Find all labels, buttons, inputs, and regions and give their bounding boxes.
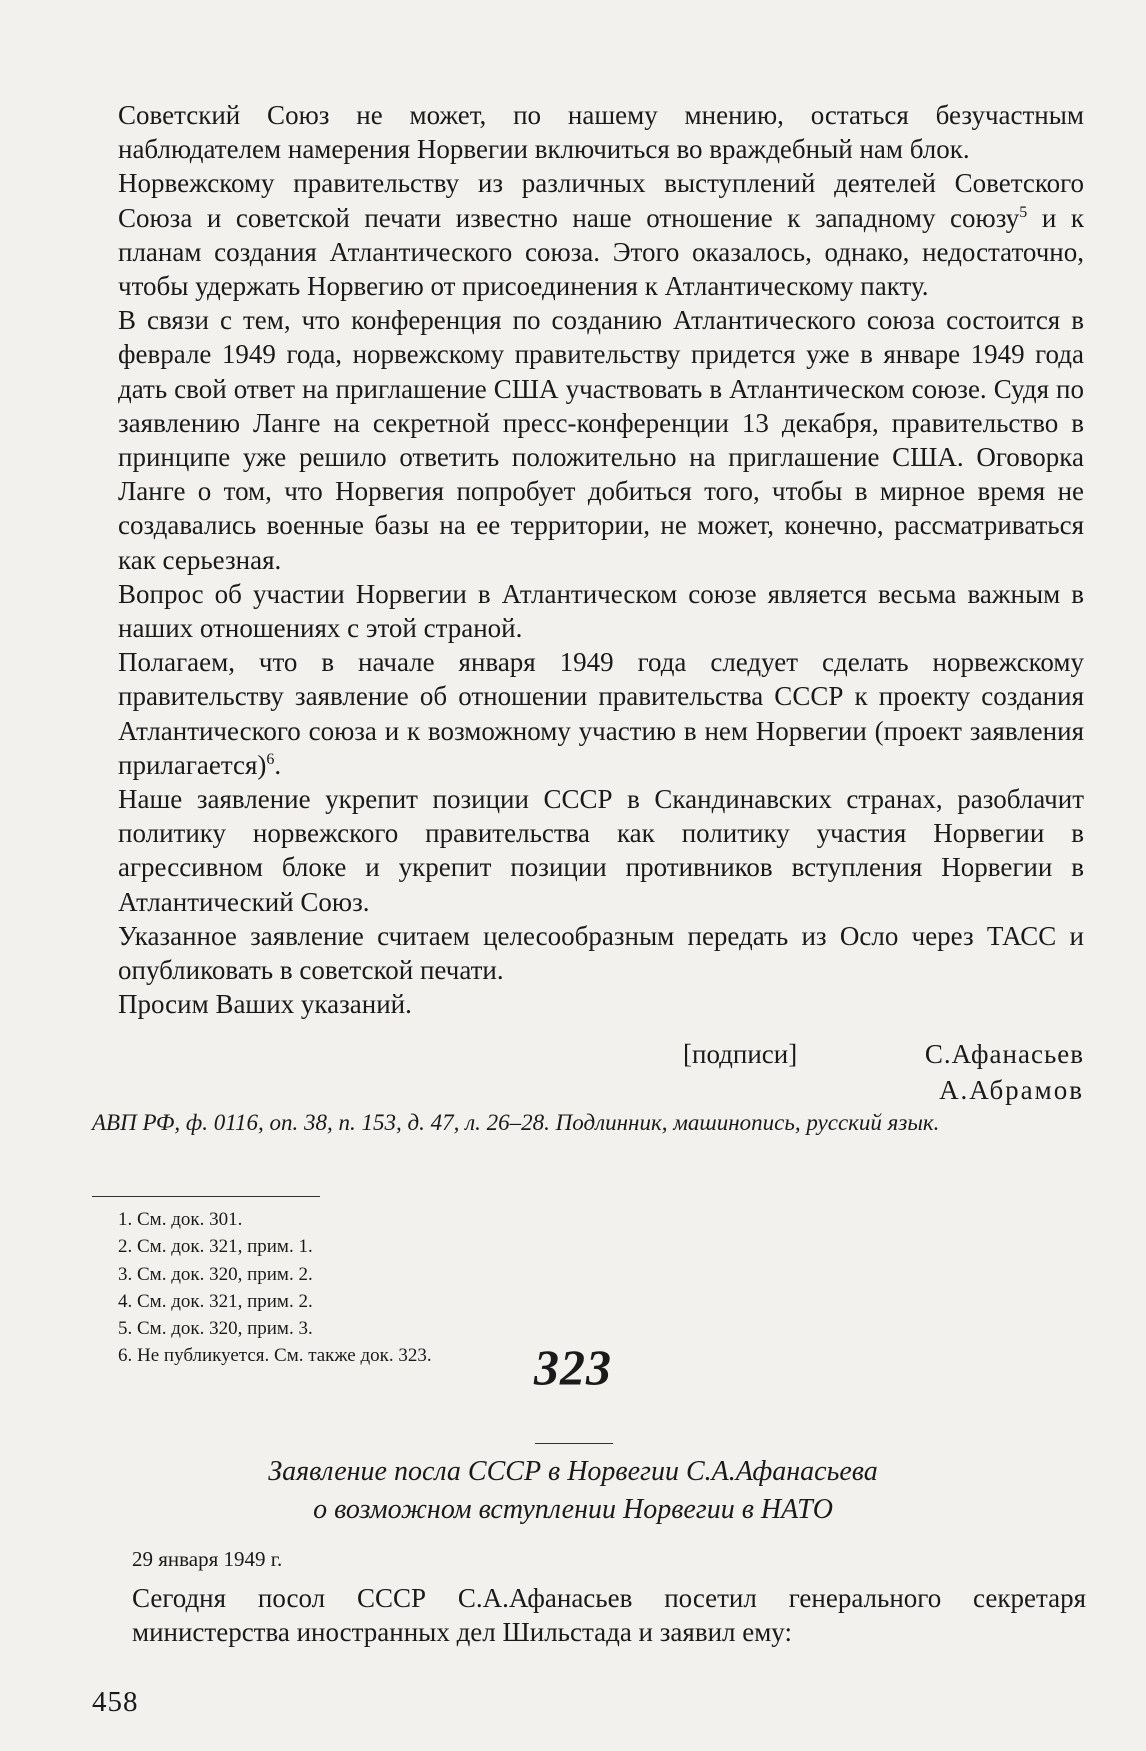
document-title [0, 1453, 1146, 1529]
paragraph-1: Советский Союз не может, по нашему мнению, остаться безучастным наблюдателем намерения Норвегии включиться во враждебный нам блок. [118, 100, 1084, 165]
footnote-item: 6. Не публикуется. См. также док. 323. [118, 1345, 432, 1367]
paragraph-2 [118, 166, 1084, 303]
footnote-divider [92, 1196, 320, 1197]
paragraph-8: Просим Ваших указаний. [118, 989, 412, 1020]
footnote-ref-5: 5 [1019, 203, 1028, 221]
paragraph-2-text-a: Норвежскому правительству из различных выступлений деятелей Советского Союза и советской печати известно наше отношение к западному союзу [118, 168, 1084, 233]
footnote-ref-6: 6 [266, 750, 275, 768]
footnote-item: 5. См. док. 320, прим. 3. [118, 1318, 313, 1340]
signer-abramov: А.Абрамов [939, 1075, 1084, 1105]
paragraph-5-text-b: . [274, 749, 282, 780]
paragraph-7: Указанное заявление считаем целесообразным передать из Осло через ТАСС и опубликовать в советской печати. [118, 920, 1084, 986]
document-number: 323 [534, 1339, 612, 1395]
paragraph-4: Вопрос об участии Норвегии в Атлантическом союзе является весьма важным в наших отношениях с этой страной. [118, 578, 1084, 644]
paragraph-6: Наше заявление укрепит позиции СССР в Скандинавских странах, разоблачит политику норвежского правительства как политику участия Норвегии в агрессивном блоке и укрепит позиции противников вступления Норвегии в Атлантический Союз. [118, 784, 1084, 917]
signatures-note: [подписи] [683, 1039, 798, 1069]
letter-body [118, 98, 1084, 1021]
paragraph-5 [118, 645, 1084, 782]
document-title-line-1: Заявление посла СССР в Норвегии С.А.Афанасьева [268, 1456, 878, 1487]
footnote-item: 2. См. док. 321, прим. 1. [118, 1236, 313, 1258]
footnote-item: 4. См. док. 321, прим. 2. [118, 1290, 313, 1312]
paragraph-3: В связи с тем, что конференция по созданию Атлантического союза состоится в феврале 1949 года, норвежскому правительству придется уже в январе 1949 года дать свой ответ на приглашение США участвовать в Атлантическом союзе. Судя по заявлению Ланге на секретной пресс-конференции 13 декабря, правительство в принципе уже решило ответить положительно на приглашение США. Оговорка Ланге о том, что Норвегия попробует добиться того, чтобы в мирное время не создавались военные базы на ее территории, не может, конечно, рассматриваться как серьезная. [118, 305, 1084, 575]
signer-afanasiev: С.Афанасьев [924, 1039, 1084, 1069]
document-number-rule [535, 1443, 613, 1444]
paragraph-2-text-b: и к планам создания Атлантического союза. Этого оказалось, однако, недостаточно, чтобы удержать Норвегию от присоединения к Атлантическому пакту. [118, 202, 1084, 302]
archive-reference: АВП РФ, ф. 0116, оп. 38, п. 153, д. 47, л. 26–28. Подлинник, машинопись, русский язык. [92, 1110, 940, 1135]
footnote-item: 3. См. док. 320, прим. 2. [118, 1263, 313, 1285]
document-opening-text: Сегодня посол СССР С.А.Афанасьев посетил генерального секретаря министерства иностранных дел Шильстада и заявил ему: [132, 1583, 1086, 1647]
document-title-line-2: о возможном вступлении Норвегии в НАТО [313, 1494, 833, 1525]
page-number: 458 [92, 1686, 139, 1718]
footnote-item: 1. См. док. 301. [118, 1209, 243, 1230]
document-date: 29 января 1949 г. [132, 1547, 283, 1571]
paragraph-5-text-a: Полагаем, что в начале января 1949 года следует сделать норвежскому правительству заявление об отношении правительства СССР к проекту создания Атлантического союза и к возможному участию в нем Норвегии (проект заявления прилагается) [118, 647, 1084, 780]
